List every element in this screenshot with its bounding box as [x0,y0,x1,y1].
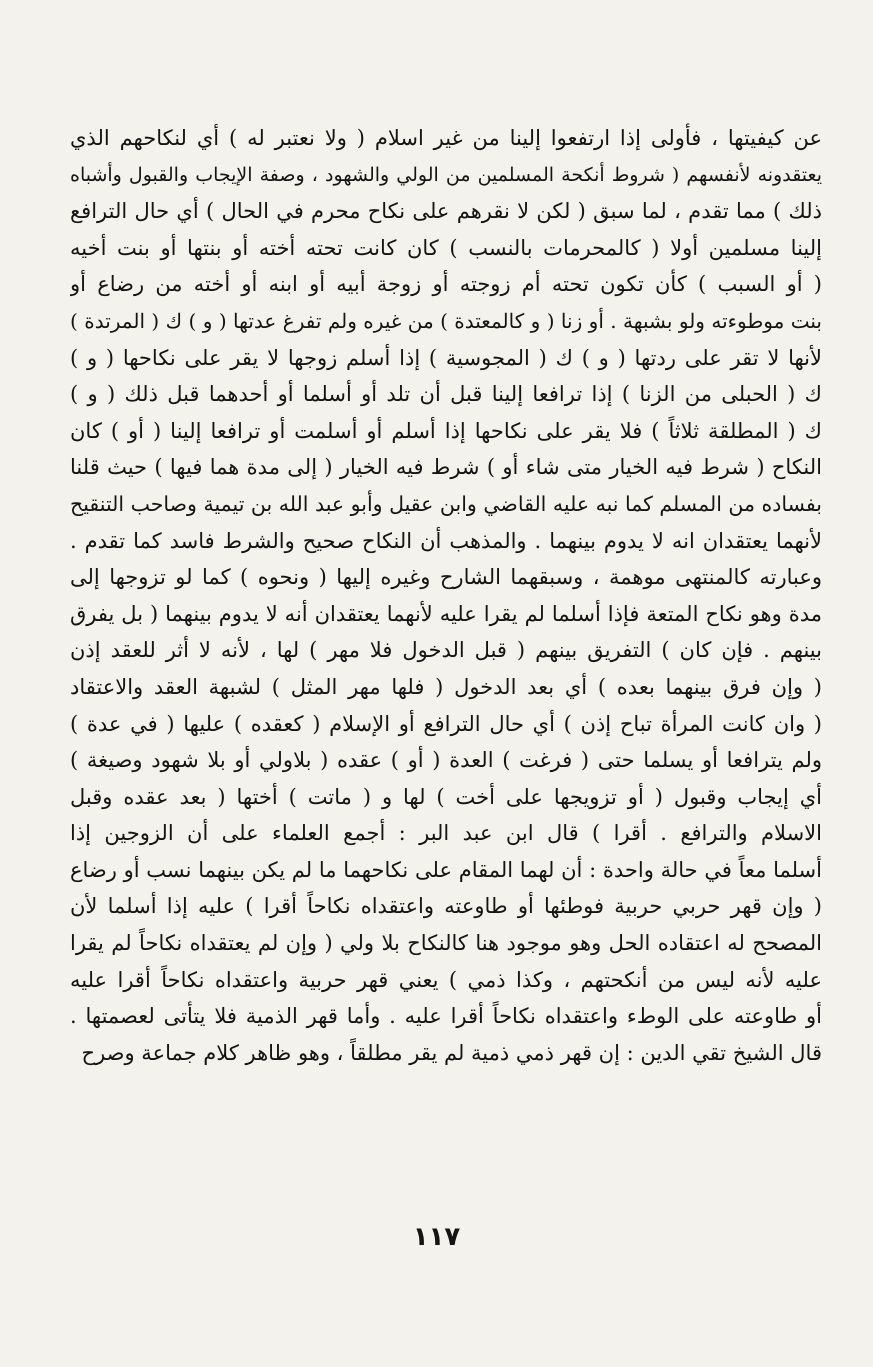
text-line: أو طاوعته على الوطء واعتقداه نكاحاً أقرا عليه . وأما قهر الذمية فلا يتأتى لعصمتها . [70,1004,822,1029]
page-number: ١١٧ [412,1222,461,1252]
text-line: وعبارته كالمنتهى موهمة ، وسبقهما الشارح وغيره إليها ( ونحوه ) كما لو تزوجها إلى [70,565,822,590]
text-line: ( وإن فرق بينهما بعده ) أي بعد الدخول ( فلها مهر المثل ) لشبهة العقد والاعتقاد [70,674,822,699]
text-line: إلينا مسلمين أولا ( كالمحرمات بالنسب ) كان كانت تحته أخته أو بنتها أو بنت أخيه [70,235,822,260]
text-line: عن كيفيتها ، فأولى إذا ارتفعوا إلينا من غير اسلام ( ولا نعتبر له ) أي لنكاحهم الذي [70,126,822,150]
text-line: ( أو السبب ) كأن تكون تحته أم زوجته أو زوجة أبيه أو ابنه أو أخته من رضاع أو [70,272,822,297]
text-line: ( وان كانت المرأة تباح إذن ) أي حال الترافع أو الإسلام ( كعقده ) عليها ( في عدة ) [70,711,822,736]
text-line: مدة وهو نكاح المتعة فإذا أسلما لم يقرا عليه لأنهما يعتقدان أنه لا يدوم بينهما ( بل يفرق [70,601,822,626]
text-line: عليه لأنه ليس من أنكحتهم ، وكذا ذمي ) يعني قهر حربية واعتقداه نكاحاً أقرا عليه [70,967,822,992]
text-line: ك ( المطلقة ثلاثاً ) فلا يقر على نكاحها إذا أسلم أو أسلمت أو ترافعا إلينا ( أو ) كان [70,418,822,443]
text-line: أسلما معاً في حالة واحدة : أن لهما المقام على نكاحهما ما لم يكن بينهما نسب أو رضاع [70,857,822,882]
page-body-text [70,120,822,1071]
text-line: أي إيجاب وقبول ( أو تزويجها على أخت ) لها و ( ماتت ) أختها ( بعد عقده وقبل [70,784,822,809]
text-line: بنت موطوءته ولو بشبهة . أو زنا ( و كالمعتدة ) من غيره ولم تفرغ عدتها ( و ) ك ( المرتدة ) [70,308,822,333]
text-line: الاسلام والترافع . أقرا ) قال ابن عبد البر : أجمع العلماء على أن الزوجين إذا [70,821,822,846]
text-line: المصحح له اعتقاده الحل وهو موجود هنا كالنكاح بلا ولي ( وإن لم يعتقداه نكاحاً لم يقرا [70,931,822,956]
text-line: بفساده من المسلم كما نبه عليه القاضي وابن عقيل وأبو عبد الله بن تيمية وصاحب التنقيح [70,491,822,516]
text-line: ذلك ) مما تقدم ، لما سبق ( لكن لا نقرهم على نكاح محرم في الحال ) أي حال الترافع [70,199,822,224]
text-line: ( وإن قهر حربي حربية فوطئها أو طاوعته واعتقداه نكاحاً أقرا ) عليه إذا أسلما لأن [70,894,822,919]
text-line: لأنها لا تقر على ردتها ( و ) ك ( المجوسية ) إذا أسلم زوجها لا يقر على نكاحها ( و ) [70,345,822,370]
text-line: بينهم . فإن كان ) التفريق بينهم ( قبل الدخول فلا مهر ) لها ، لأنه لا أثر للعقد إذن [70,638,822,663]
text-line: النكاح ( شرط فيه الخيار متى شاء أو ) شرط فيه الخيار ( إلى مدة هما فيها ) حيث قلنا [70,455,822,480]
text-line: لأنهما يعتقدان انه لا يدوم بينهما . والمذهب أن النكاح صحيح والشرط فاسد كما تقدم . [70,528,822,553]
text-line: يعتقدونه لأنفسهم ( شروط أنكحة المسلمين من الولي والشهود ، وصفة الإيجاب والقبول وأشباه [70,163,822,186]
text-line: ك ( الحبلى من الزنا ) إذا ترافعا إلينا قبل أن تلد أو أسلما أو أحدهما قبل ذلك ( و ) [70,382,822,407]
text-line: ولم يترافعا أو يسلما حتى ( فرغت ) العدة ( أو ) عقده ( بلاولي أو بلا شهود وصيغة ) [70,748,822,773]
text-line: قال الشيخ تقي الدين : إن قهر ذمي ذمية لم يقر مطلقاً ، وهو ظاهر كلام جماعة وصرح [81,1040,822,1065]
